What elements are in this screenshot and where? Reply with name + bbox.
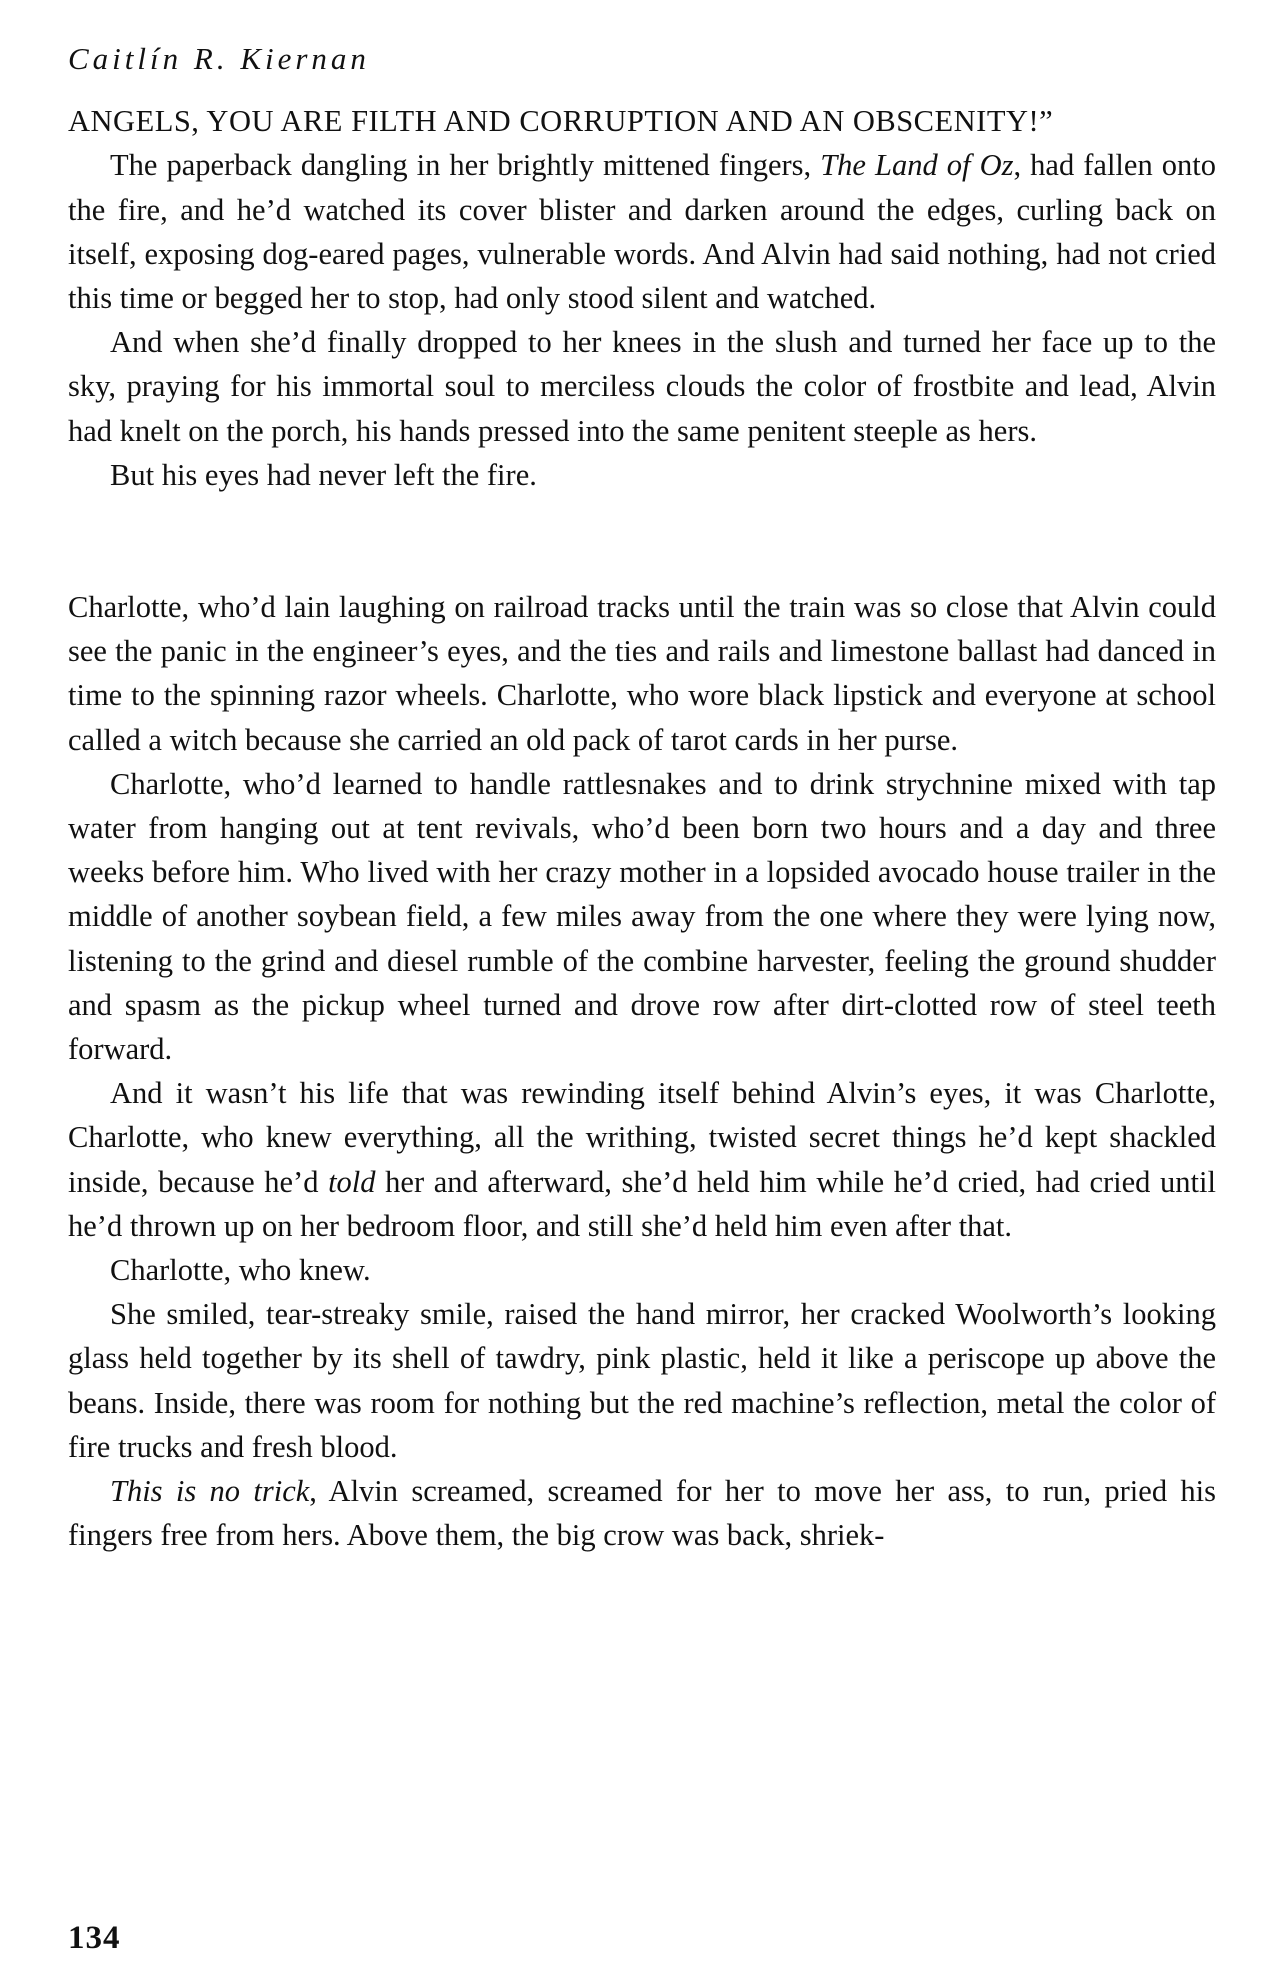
paragraph: Charlotte, who knew. <box>110 1253 371 1288</box>
book-page <box>68 40 1216 1557</box>
paragraph: And when she’d finally dropped to her knees in the slush and turned her face up to the sky, praying for his immortal soul to merciless clouds the color of frostbite and lead, Alvin had knelt on the porch, his hands pressed into the same penitent steeple as hers. <box>68 325 1216 448</box>
paragraph: But his eyes had never left the fire. <box>110 457 537 492</box>
paragraph: And it wasn’t his life that was rewinding itself behind Alvin’s eyes, it was Charlotte, Charlotte, who knew everything, all the writhing, twisted secret things he’d kept shackled inside, because he’d told her and afterward, she’d held him while he’d cried, had cried until he’d thrown up on her bedroom floor, and still she’d held him even after that. <box>68 1076 1216 1243</box>
section-break <box>68 497 1216 585</box>
emphasis: told <box>328 1164 376 1199</box>
paragraph: ANGELS, YOU ARE FILTH AND CORRUPTION AND AN OBSCENITY!” <box>68 104 1054 139</box>
book-title: The Land of Oz <box>820 148 1014 183</box>
emphasis: This is no trick <box>110 1474 310 1509</box>
paragraph: She smiled, tear-streaky smile, raised the hand mirror, her cracked Woolworth’s looking glass held together by its shell of tawdry, pink plastic, held it like a periscope up above the beans. Inside, there was room for nothing but the red machine’s reflection, metal the color of fire trucks and fresh blood. <box>68 1297 1216 1464</box>
body-text <box>68 99 1216 1557</box>
running-head: Caitlín R. Kiernan <box>68 41 370 76</box>
page-number: 134 <box>68 1920 121 1956</box>
paragraph: Charlotte, who’d lain laughing on railroad tracks until the train was so close that Alvin could see the panic in the engineer’s eyes, and the ties and rails and limestone ballast had danced in time to the spinning razor wheels. Charlotte, who wore black lipstick and everyone at school called a witch because she carried an old pack of tarot cards in her purse. <box>68 590 1216 757</box>
paragraph: Charlotte, who’d learned to handle rattlesnakes and to drink strychnine mixed with tap water from hanging out at tent revivals, who’d been born two hours and a day and three weeks before him. Who lived with her crazy mother in a lopsided avocado house trailer in the middle of another soybean field, a few miles away from the one where they were lying now, listening to the grind and diesel rumble of the combine harvester, feeling the ground shudder and spasm as the pickup wheel turned and drove row after dirt-clotted row of steel teeth forward. <box>68 766 1216 1067</box>
paragraph: This is no trick, Alvin screamed, screamed for her to move her ass, to run, pried his fingers free from hers. Above them, the big crow was back, shriek- <box>68 1474 1216 1553</box>
paragraph: The paperback dangling in her brightly mittened fingers, The Land of Oz, had fallen onto the fire, and he’d watched its cover blister and darken around the edges, curling back on itself, exposing dog-eared pages, vulnerable words. And Alvin had said nothing, had not cried this time or begged her to stop, had only stood silent and watched. <box>68 148 1216 315</box>
